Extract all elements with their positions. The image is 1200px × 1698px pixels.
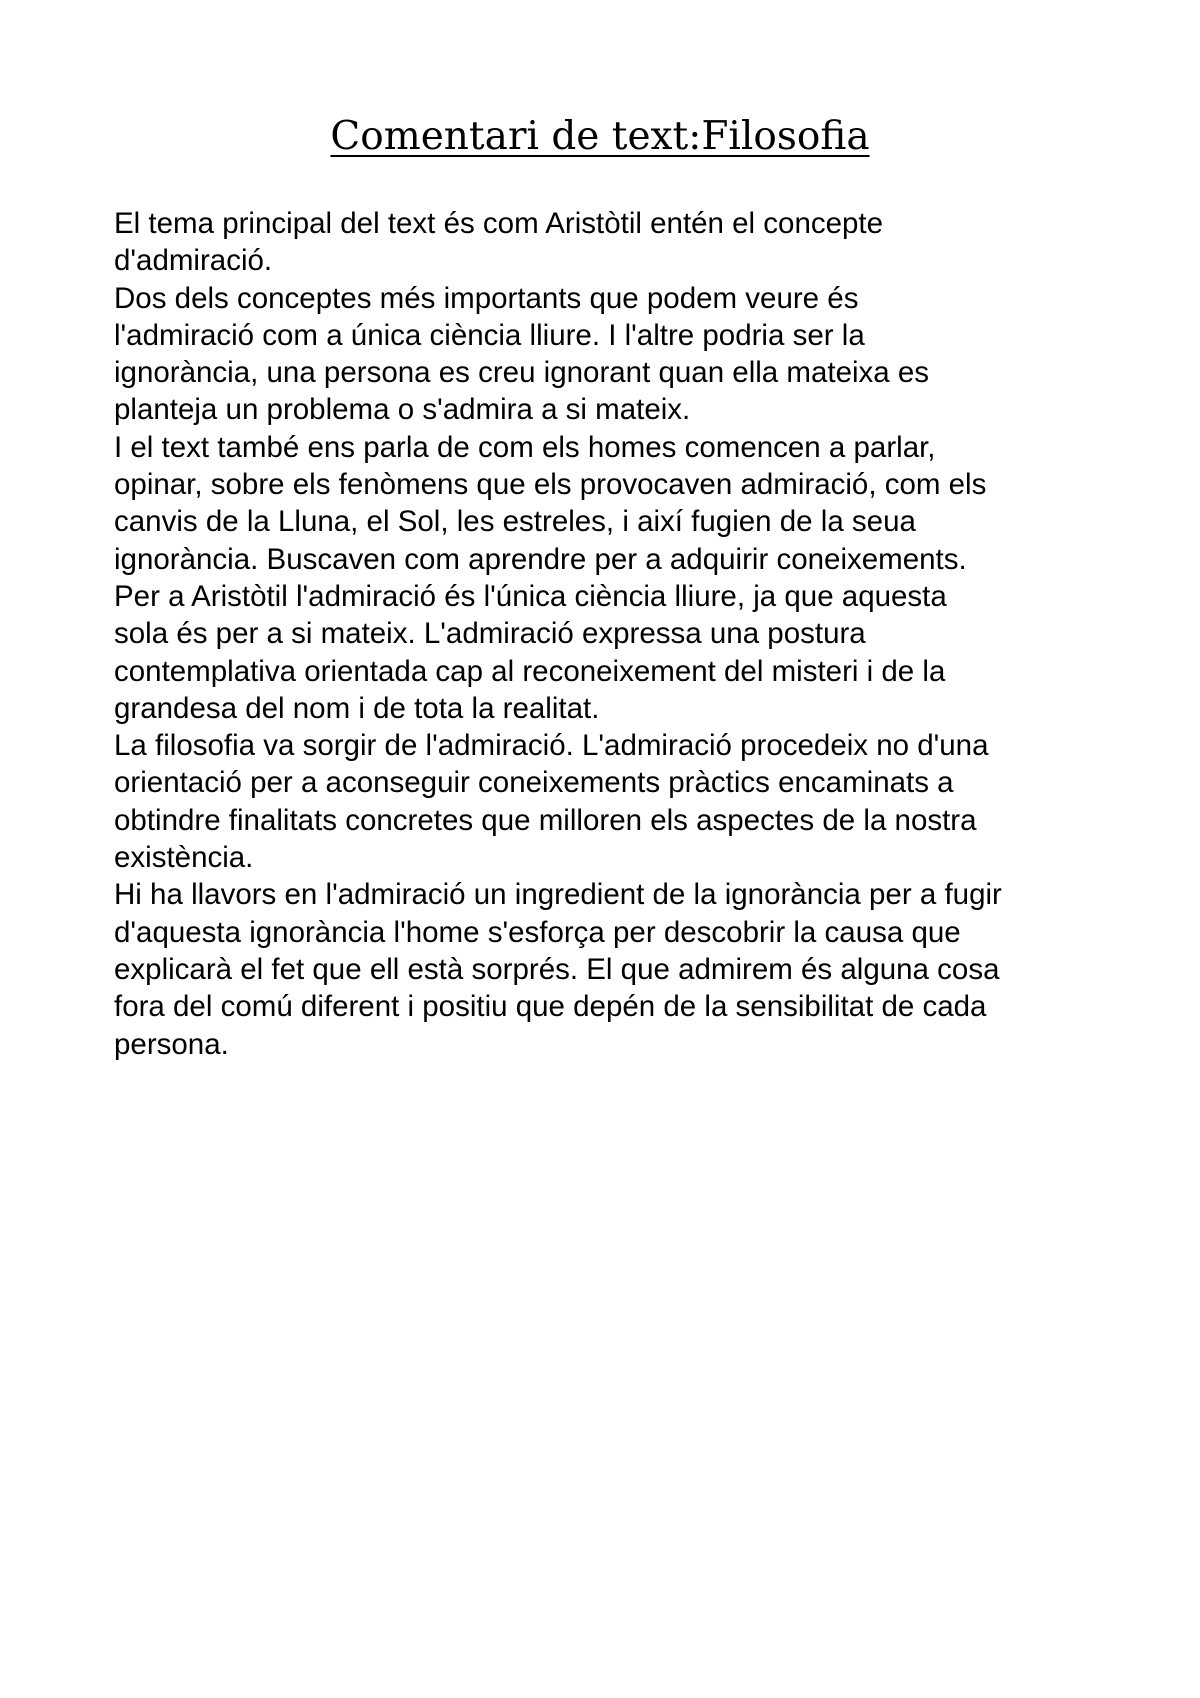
text-line: ignorància. Buscaven com aprendre per a adquirir coneixements. — [114, 542, 967, 576]
text-line: planteja un problema o s'admira a si mateix. — [114, 393, 691, 427]
text-line: Per a Aristòtil l'admiració és l'única ciència lliure, ja que aquesta — [114, 579, 947, 613]
text-line: ignorància, una persona es creu ignorant quan ella mateixa es — [114, 356, 930, 390]
document-body — [114, 205, 1114, 1063]
text-line: l'admiració com a única ciència lliure. I l'altre podria ser la — [114, 318, 865, 352]
text-line: I el text també ens parla de com els homes comencen a parlar, — [114, 430, 936, 464]
text-line: sola és per a si mateix. L'admiració expressa una postura — [114, 617, 866, 651]
text-line: existència. — [114, 841, 254, 875]
text-line: fora del comú diferent i positiu que depén de la sensibilitat de cada — [114, 990, 987, 1024]
text-line: grandesa del nom i de tota la realitat. — [114, 691, 600, 725]
text-line: contemplativa orientada cap al reconeixement del misteri i de la — [114, 654, 946, 688]
text-line: d'admiració. — [114, 244, 273, 278]
text-line: El tema principal del text és com Aristòtil entén el concepte — [114, 207, 884, 240]
text-line: La filosofia va sorgir de l'admiració. L'admiració procedeix no d'una — [114, 729, 989, 763]
text-line: Hi ha llavors en l'admiració un ingredient de la ignorància per a fugir — [114, 878, 1002, 912]
text-line: persona. — [114, 1027, 229, 1061]
text-line: opinar, sobre els fenòmens que els provocaven admiració, com els — [114, 468, 987, 502]
text-line: canvis de la Lluna, el Sol, les estreles, i així fugien de la seua — [114, 505, 916, 539]
document-title-text: Comentari de text:Filosofia — [330, 114, 870, 159]
text-line: Dos dels conceptes més importants que podem veure és — [114, 281, 859, 315]
document-title — [0, 112, 1200, 162]
text-line: orientació per a aconseguir coneixements pràctics encaminats a — [114, 766, 954, 800]
text-line: d'aquesta ignorància l'home s'esforça per descobrir la causa que — [114, 915, 961, 949]
text-line: obtindre finalitats concretes que milloren els aspectes de la nostra — [114, 803, 977, 837]
text-line: explicarà el fet que ell està sorprés. El que admirem és alguna cosa — [114, 952, 1000, 986]
